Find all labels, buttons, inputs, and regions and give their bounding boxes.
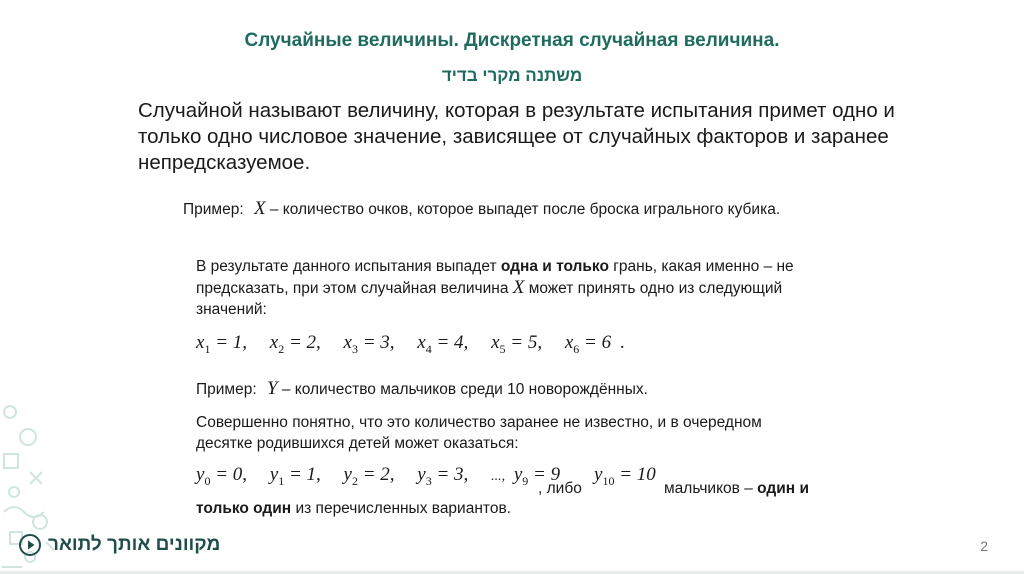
paragraph-1-part2: грань, какая именно – не предсказать, при этом случайная величина <box>196 258 794 297</box>
example-2-label: Пример: <box>196 381 257 398</box>
slide-title: Случайные величины. Дискретная случайная величина. <box>244 30 780 51</box>
logo <box>18 533 220 557</box>
either-text: , либо <box>538 480 582 497</box>
x-values-list: $x_1 = 1$, $x_2 = 2$, $x_3 = 3$, $x_4 = 4$, $x_5 = 5$, $x_6 = 6$ . <box>196 332 625 356</box>
y-values-list: $y_0 = 0$, $y_1 = 1$, $y_2 = 2$, $y_3 = 3$, ..., $y_9 = 9$ <box>196 464 561 488</box>
paragraph-2: Совершенно понятно, что это количество заранее не известно, и в очередном десятке родившихся детей может оказаться: <box>196 414 762 452</box>
example-2 <box>196 378 816 400</box>
example-1-text: – количество очков, которое выпадет после броска игрального кубика. <box>265 201 781 218</box>
page-number: 2 <box>980 538 988 554</box>
paragraph-1-part1: В результате данного испытания выпадет <box>196 258 501 275</box>
paragraph-1-bold: одна и только <box>500 258 609 275</box>
slide-subtitle-hebrew: משתנה מקרי בדיד <box>441 66 583 85</box>
paragraph-1-part3: может принять одно из следующий значений: <box>196 280 783 318</box>
var-y: Y <box>266 378 278 399</box>
var-x: X <box>253 198 266 219</box>
play-icon <box>18 533 42 557</box>
logo-text: מקוונים אותך לתואר <box>48 534 221 555</box>
var-x-2: X <box>512 277 525 298</box>
paragraph-1 <box>196 256 816 320</box>
boys-text: мальчиков – один и <box>664 480 809 497</box>
example-1 <box>183 198 823 220</box>
example-1-label: Пример: <box>183 201 244 218</box>
definition-text: Случайной называют величину, которая в результате испытания примет одно и только одно числовое значение, зависящее от случайных факторов и заранее непредсказуемое. <box>138 99 895 174</box>
conclusion-text: только один из перечисленных вариантов. <box>196 500 511 517</box>
y10-value: $y_{10} = 10$ <box>594 464 656 488</box>
example-2-text: – количество мальчиков среди 10 новорождённых. <box>277 381 648 398</box>
